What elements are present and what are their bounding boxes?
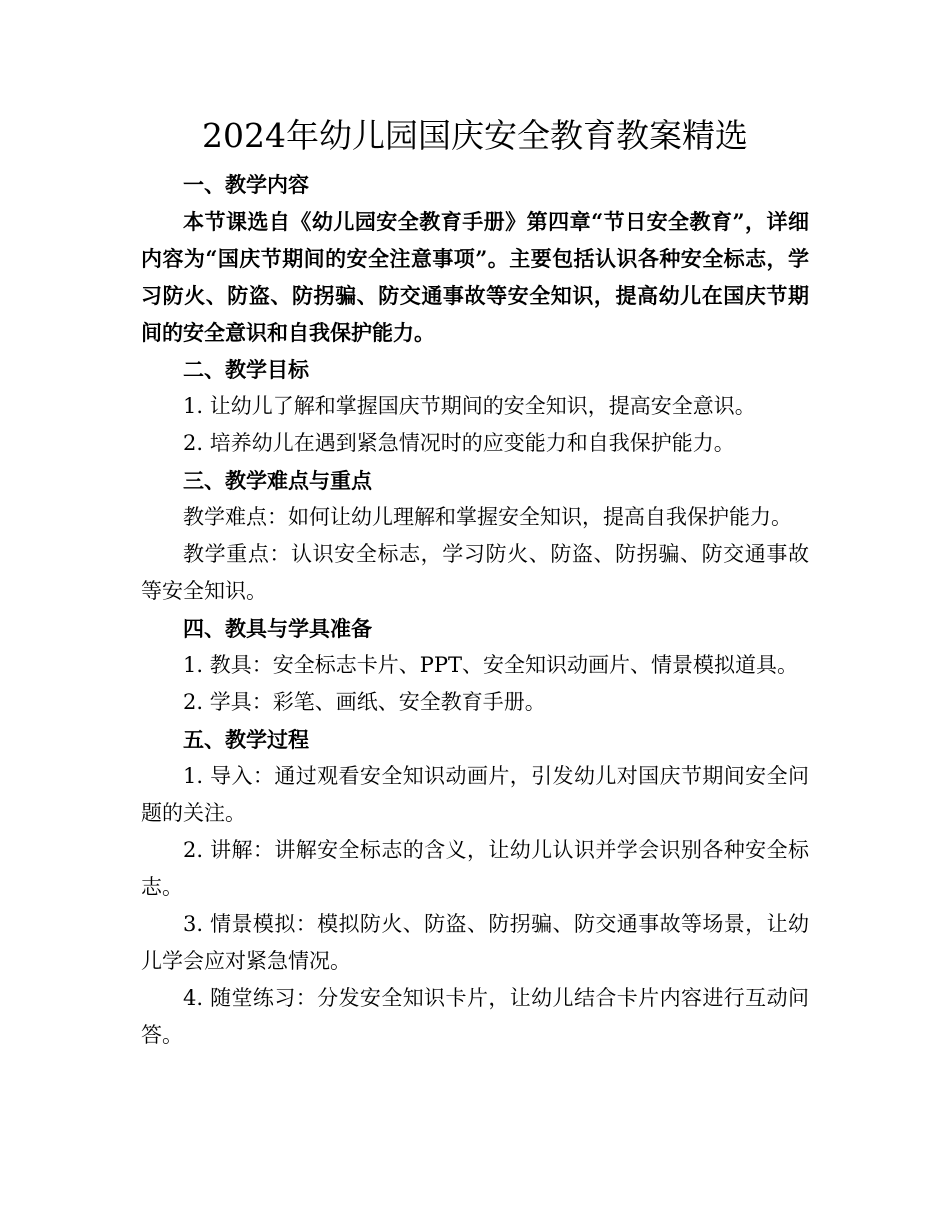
paragraph-process-4: 4. 随堂练习：分发安全知识卡片，让幼儿结合卡片内容进行互动问答。 [141,986,809,1047]
section-heading-materials: 四、教具与学具准备 [183,616,372,641]
paragraph-focus: 教学重点：认识安全标志，学习防火、防盗、防拐骗、防交通事故等安全知识。 [141,542,809,603]
paragraph-difficulty: 教学难点：如何让幼儿理解和掌握安全知识，提高自我保护能力。 [183,505,792,529]
section-heading-teaching-goals: 二、教学目标 [183,357,309,382]
paragraph-process-3: 3. 情景模拟：模拟防火、防盗、防拐骗、防交通事故等场景，让幼儿学会应对紧急情况。 [141,912,809,973]
section-heading-difficulties-focus: 三、教学难点与重点 [183,468,372,493]
paragraph-learning-aids: 2. 学具：彩笔、画纸、安全教育手册。 [183,690,546,714]
document-body [141,166,809,1054]
document-title: 2024年幼儿园国庆安全教育教案精选 [202,116,748,155]
paragraph-goal-2: 2. 培养幼儿在遇到紧急情况时的应变能力和自我保护能力。 [183,431,735,455]
section-heading-teaching-process: 五、教学过程 [183,727,309,752]
paragraph-teaching-content: 本节课选自《幼儿园安全教育手册》第四章“节日安全教育”，详细内容为“国庆节期间的安全注意事项”。主要包括认识各种安全标志，学习防火、防盗、防拐骗、防交通事故等安全知识，提高幼儿在国庆节期间的安全意识和自我保护能力。 [141,209,809,345]
paragraph-process-1: 1. 导入：通过观看安全知识动画片，引发幼儿对国庆节期间安全问题的关注。 [141,764,809,825]
section-heading-teaching-content: 一、教学内容 [183,172,309,197]
paragraph-teaching-aids: 1. 教具：安全标志卡片、PPT、安全知识动画片、情景模拟道具。 [183,653,798,677]
paragraph-process-2: 2. 讲解：讲解安全标志的含义，让幼儿认识并学会识别各种安全标志。 [141,838,809,899]
paragraph-goal-1: 1. 让幼儿了解和掌握国庆节期间的安全知识，提高安全意识。 [183,394,756,418]
